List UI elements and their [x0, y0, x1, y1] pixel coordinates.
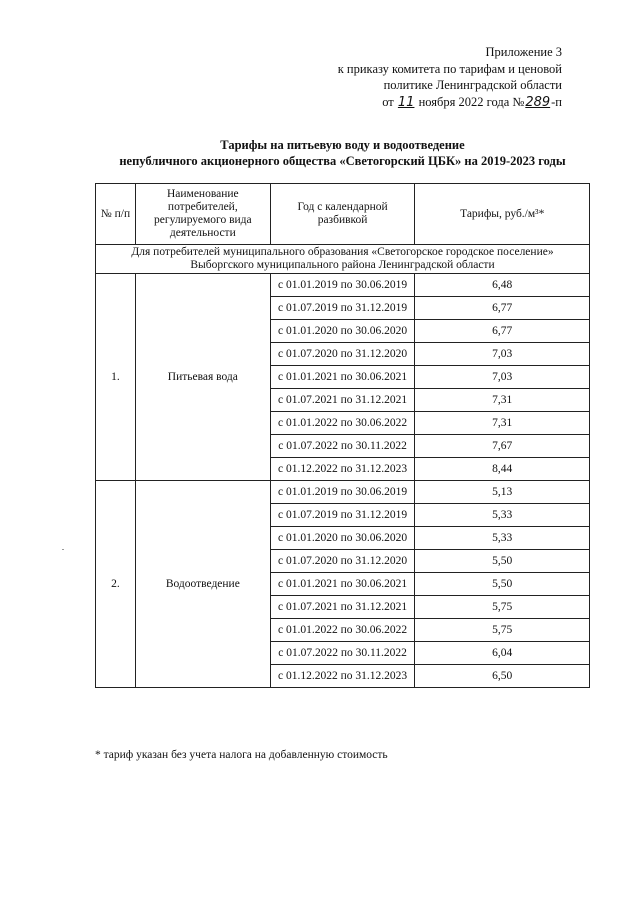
tariff-value-cell: 5,33 [415, 527, 590, 550]
period-cell: с 01.07.2021 по 31.12.2021 [270, 389, 415, 412]
period-cell: с 01.01.2022 по 30.06.2022 [270, 619, 415, 642]
group-number: 1. [96, 274, 136, 481]
tariff-value-cell: 7,03 [415, 343, 590, 366]
period-cell: с 01.01.2019 по 30.06.2019 [270, 481, 415, 504]
period-cell: с 01.01.2019 по 30.06.2019 [270, 274, 415, 297]
tariff-value-cell: 5,13 [415, 481, 590, 504]
tariff-value-cell: 8,44 [415, 458, 590, 481]
document-title [95, 137, 590, 169]
period-cell: с 01.12.2022 по 31.12.2023 [270, 665, 415, 688]
tariff-value-cell: 5,33 [415, 504, 590, 527]
tariff-value-cell: 5,50 [415, 573, 590, 596]
tariff-value-cell: 6,50 [415, 665, 590, 688]
appendix-order-line: к приказу комитета по тарифам и ценовой [337, 61, 562, 76]
header-row [96, 184, 590, 245]
period-cell: с 01.01.2021 по 30.06.2021 [270, 573, 415, 596]
order-suffix: -п [551, 94, 562, 109]
period-cell: с 01.07.2021 по 31.12.2021 [270, 596, 415, 619]
appendix-block [338, 44, 562, 111]
tariff-value-cell: 7,31 [415, 412, 590, 435]
tariff-value-cell: 5,50 [415, 550, 590, 573]
period-cell: с 01.07.2020 по 31.12.2020 [270, 550, 415, 573]
handwritten-day: 11 [397, 94, 415, 110]
period-cell: с 01.07.2019 по 31.12.2019 [270, 504, 415, 527]
period-cell: с 01.01.2021 по 30.06.2021 [270, 366, 415, 389]
header-tariff: Тарифы, руб./м³* [415, 184, 590, 245]
date-prefix: от [382, 94, 394, 109]
title-line-2: непубличного акционерного общества «Светогорский ЦБК» на 2019-2023 годы [119, 154, 566, 168]
region-cell: Для потребителей муниципального образования «Светогорское городское поселение» Выборгского муниципального района Ленинградской области [96, 245, 590, 274]
period-cell: с 01.07.2022 по 30.11.2022 [270, 642, 415, 665]
group-name: Питьевая вода [135, 274, 270, 481]
table-row [96, 274, 590, 297]
period-cell: с 01.07.2019 по 31.12.2019 [270, 297, 415, 320]
period-cell: с 01.12.2022 по 31.12.2023 [270, 458, 415, 481]
table-row [96, 481, 590, 504]
appendix-committee-line: политике Ленинградской области [383, 78, 562, 92]
tariff-value-cell: 5,75 [415, 619, 590, 642]
tariff-value-cell: 6,04 [415, 642, 590, 665]
header-num: № п/п [96, 184, 136, 245]
tariff-value-cell: 6,48 [415, 274, 590, 297]
period-cell: с 01.01.2020 по 30.06.2020 [270, 527, 415, 550]
period-cell: с 01.01.2020 по 30.06.2020 [270, 320, 415, 343]
tariff-value-cell: 5,75 [415, 596, 590, 619]
tariff-value-cell: 6,77 [415, 297, 590, 320]
tariff-value-cell: 7,31 [415, 389, 590, 412]
appendix-title: Приложение 3 [485, 45, 562, 59]
tariff-value-cell: 6,77 [415, 320, 590, 343]
handwritten-order-number: 289 [525, 94, 551, 110]
header-year: Год с календарной разбивкой [270, 184, 415, 245]
tariff-value-cell: 7,67 [415, 435, 590, 458]
footnote: * тариф указан без учета налога на добавленную стоимость [95, 749, 388, 761]
title-line-1: Тарифы на питьевую воду и водоотведение [220, 138, 465, 152]
header-consumer: Наименование потребителей, регулируемого вида деятельности [135, 184, 270, 245]
period-cell: с 01.07.2022 по 30.11.2022 [270, 435, 415, 458]
region-row [96, 245, 590, 274]
appendix-date-line [338, 94, 562, 112]
group-name: Водоотведение [135, 481, 270, 688]
tariff-table [95, 183, 590, 688]
scan-artifact [62, 549, 64, 550]
tariff-value-cell: 7,03 [415, 366, 590, 389]
date-middle: ноября 2022 года № [418, 94, 525, 109]
period-cell: с 01.07.2020 по 31.12.2020 [270, 343, 415, 366]
period-cell: с 01.01.2022 по 30.06.2022 [270, 412, 415, 435]
group-number: 2. [96, 481, 136, 688]
